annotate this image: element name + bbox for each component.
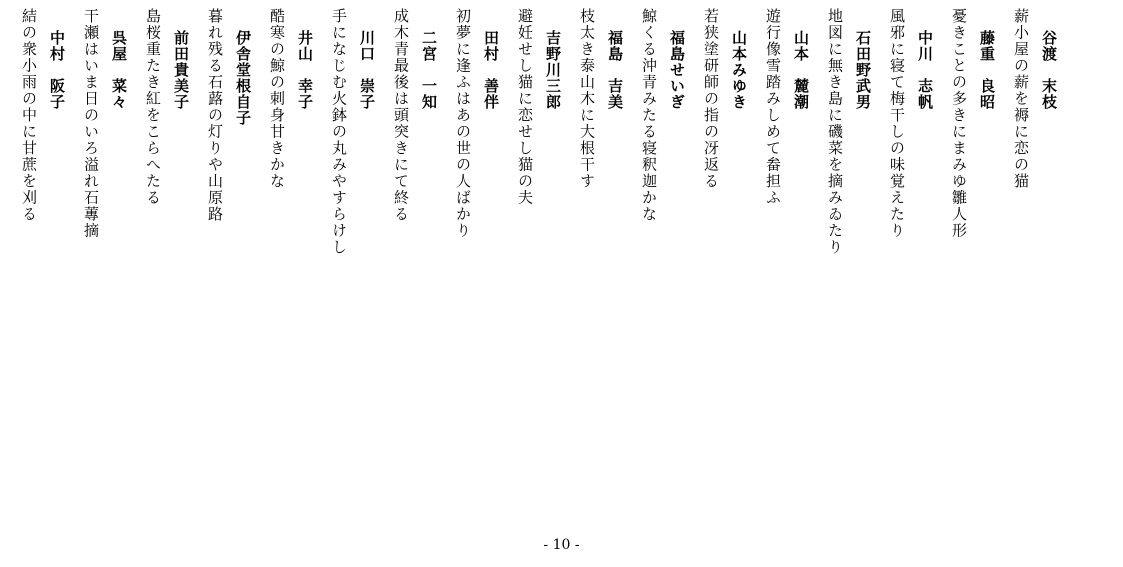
haiku-entry — [133, 8, 195, 518]
haiku-entry — [195, 8, 257, 518]
haiku-entry — [505, 8, 567, 518]
haiku-text: 暮れ残る石蕗の灯りや山原路 — [206, 8, 224, 223]
author-name: 山本みゆき — [730, 30, 748, 110]
haiku-entry — [815, 8, 877, 518]
author-name: 福島 吉美 — [606, 30, 624, 110]
author-name: 田村 善伴 — [482, 30, 500, 110]
author-name: 藤重 良昭 — [978, 30, 996, 110]
haiku-entry — [691, 8, 753, 518]
page-number: - 10 - — [543, 537, 580, 553]
haiku-entry — [939, 8, 1001, 518]
haiku-text: 手になじむ火鉢の丸みやすらけし — [330, 8, 348, 256]
haiku-text: 若狭塗研師の指の冴返る — [702, 8, 720, 190]
author-name: 二宮 一知 — [420, 30, 438, 110]
haiku-entry — [443, 8, 505, 518]
haiku-text: 島桜重たき紅をこらへたる — [144, 8, 162, 206]
haiku-text: 干瀬はいま日のいろ溢れ石蓴摘 — [82, 8, 100, 239]
author-name: 吉野川三郎 — [544, 30, 562, 110]
haiku-text: 初夢に逢ふはあの世の人ばかり — [454, 8, 472, 239]
author-name: 山本 麓潮 — [792, 30, 810, 110]
haiku-text: 枝太き泰山木に大根干す — [578, 8, 596, 190]
author-name: 伊舎堂根自子 — [234, 30, 252, 126]
haiku-text: 避妊せし猫に恋せし猫の夫 — [516, 8, 534, 206]
author-name: 石田野武男 — [854, 30, 872, 110]
author-name: 谷渡 末枝 — [1040, 30, 1058, 110]
haiku-text: 風邪に寝て梅干しの味覚えたり — [888, 8, 906, 239]
haiku-entry — [9, 8, 71, 518]
haiku-entry — [319, 8, 381, 518]
author-name: 川口 崇子 — [358, 30, 376, 110]
haiku-entry — [567, 8, 629, 518]
haiku-entry — [381, 8, 443, 518]
haiku-text: 結の衆小雨の中に甘蔗を刈る — [20, 8, 38, 223]
author-name: 呉屋 菜々 — [110, 30, 128, 110]
haiku-entry — [71, 8, 133, 518]
author-name: 中川 志帆 — [916, 30, 934, 110]
haiku-text: 成木青最後は頭突きにて終る — [392, 8, 410, 223]
haiku-columns — [9, 8, 1063, 518]
author-name: 福島せいぎ — [668, 30, 686, 110]
haiku-text: 薪小屋の薪を褥に恋の猫 — [1012, 8, 1030, 190]
haiku-entry — [753, 8, 815, 518]
author-name: 井山 幸子 — [296, 30, 314, 110]
haiku-text: 遊行像雪踏みしめて畚担ふ — [764, 8, 782, 206]
haiku-entry — [257, 8, 319, 518]
haiku-entry — [1001, 8, 1063, 518]
haiku-entry — [629, 8, 691, 518]
haiku-text: 鯨くる沖青みたる寝釈迦かな — [640, 8, 658, 223]
haiku-entry — [877, 8, 939, 518]
haiku-text: 酷寒の鯨の刺身甘きかな — [268, 8, 286, 190]
author-name: 中村 阪子 — [48, 30, 66, 110]
author-name: 前田貴美子 — [172, 30, 190, 110]
haiku-text: 地図に無き島に磯菜を摘みゐたり — [826, 8, 844, 256]
haiku-text: 憂きことの多きにまみゆ雛人形 — [950, 8, 968, 239]
